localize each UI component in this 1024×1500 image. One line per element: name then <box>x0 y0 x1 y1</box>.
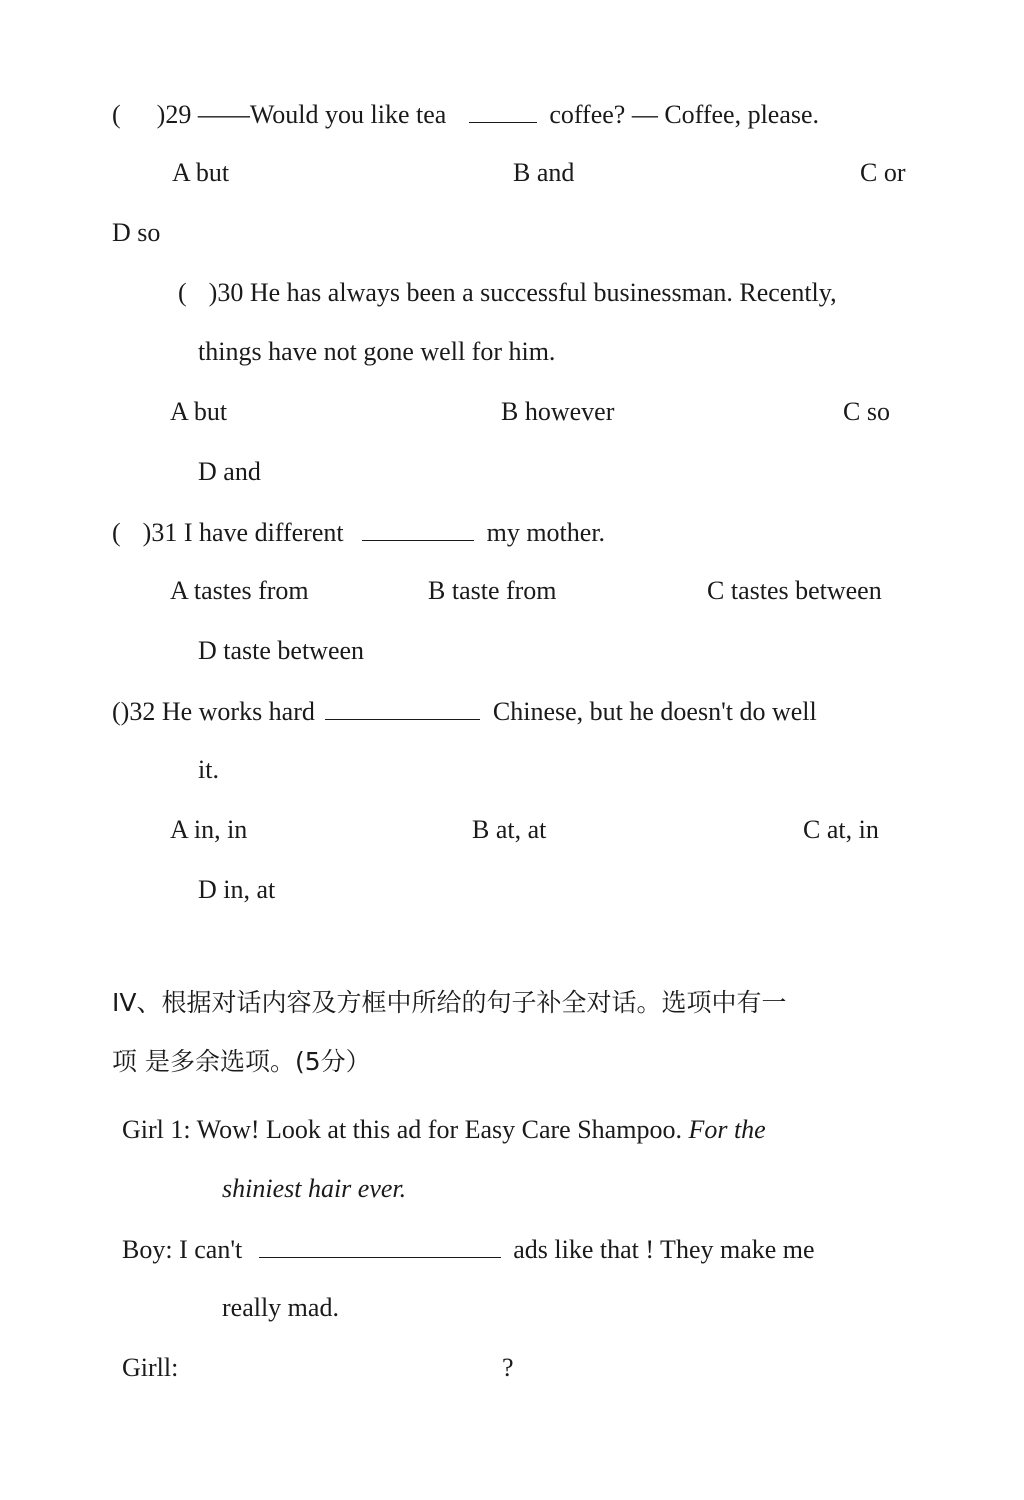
q30-stem <box>178 278 837 308</box>
q32-option-a: A in, in <box>170 815 248 844</box>
q29-paren: ( <box>112 100 121 129</box>
q32-option-c: C at, in <box>803 815 879 844</box>
q32-option-b: B at, at <box>472 815 547 844</box>
girl2-question-mark: ? <box>502 1353 514 1382</box>
boy-label: Boy: <box>122 1235 173 1264</box>
q30-line2: things have not gone well for him. <box>198 337 556 366</box>
dialogue-boy-line <box>122 1233 815 1265</box>
q31-stem <box>112 516 605 548</box>
boy-blank[interactable] <box>259 1233 501 1258</box>
boy-line2: really mad. <box>222 1293 339 1322</box>
q30-line1: )30 He has always been a successful businessman. Recently, <box>208 278 837 307</box>
q31-text-after: my mother. <box>486 518 606 547</box>
q29-option-b: B and <box>513 158 575 187</box>
q31-option-b: B taste from <box>428 576 557 605</box>
q30-paren: ( <box>178 278 187 307</box>
girl1-ad-slogan-part2: shiniest hair ever. <box>222 1174 407 1203</box>
q29-option-d: D so <box>112 218 161 247</box>
q32-blank[interactable] <box>325 695 480 720</box>
q31-text: )31 I have different <box>142 518 344 547</box>
q31-paren: ( <box>112 518 121 547</box>
q31-blank[interactable] <box>362 516 474 541</box>
dialogue-girl1-line <box>122 1115 766 1145</box>
q30-option-c: C so <box>843 397 890 426</box>
q32-option-d: D in, at <box>198 875 276 904</box>
girl1-text: Wow! Look at this ad for Easy Care Shampoo. <box>196 1115 682 1144</box>
q31-option-a: A tastes from <box>170 576 309 605</box>
q32-text: ()32 He works hard <box>112 697 315 726</box>
q29-text-after: coffee? — Coffee, please. <box>549 100 820 129</box>
q29-blank[interactable] <box>469 98 537 123</box>
q29-text: )29 ——Would you like tea <box>156 100 447 129</box>
section4-heading-line2: 项 是多余选项。(5分） <box>112 1047 371 1076</box>
q32-text-after: Chinese, but he doesn't do well <box>492 697 817 726</box>
girl1-ad-slogan-part1: For the <box>688 1115 766 1144</box>
q29-stem <box>112 98 819 130</box>
q30-option-d: D and <box>198 457 261 486</box>
section4-heading-line1: IV、根据对话内容及方框中所给的句子补全对话。选项中有一 <box>112 988 787 1017</box>
q29-option-a: A but <box>172 158 230 187</box>
q32-stem <box>112 695 817 727</box>
q29-option-c: C or <box>860 158 906 187</box>
q31-option-c: C tastes between <box>707 576 882 605</box>
boy-text: I can't <box>179 1235 243 1264</box>
girl1-label: Girl 1: <box>122 1115 191 1144</box>
q30-option-b: B however <box>501 397 615 426</box>
q32-line2: it. <box>198 755 219 784</box>
boy-text-after: ads like that ! They make me <box>513 1235 815 1264</box>
girl2-label: Girll: <box>122 1353 179 1382</box>
q30-option-a: A but <box>170 397 228 426</box>
q31-option-d: D taste between <box>198 636 365 665</box>
